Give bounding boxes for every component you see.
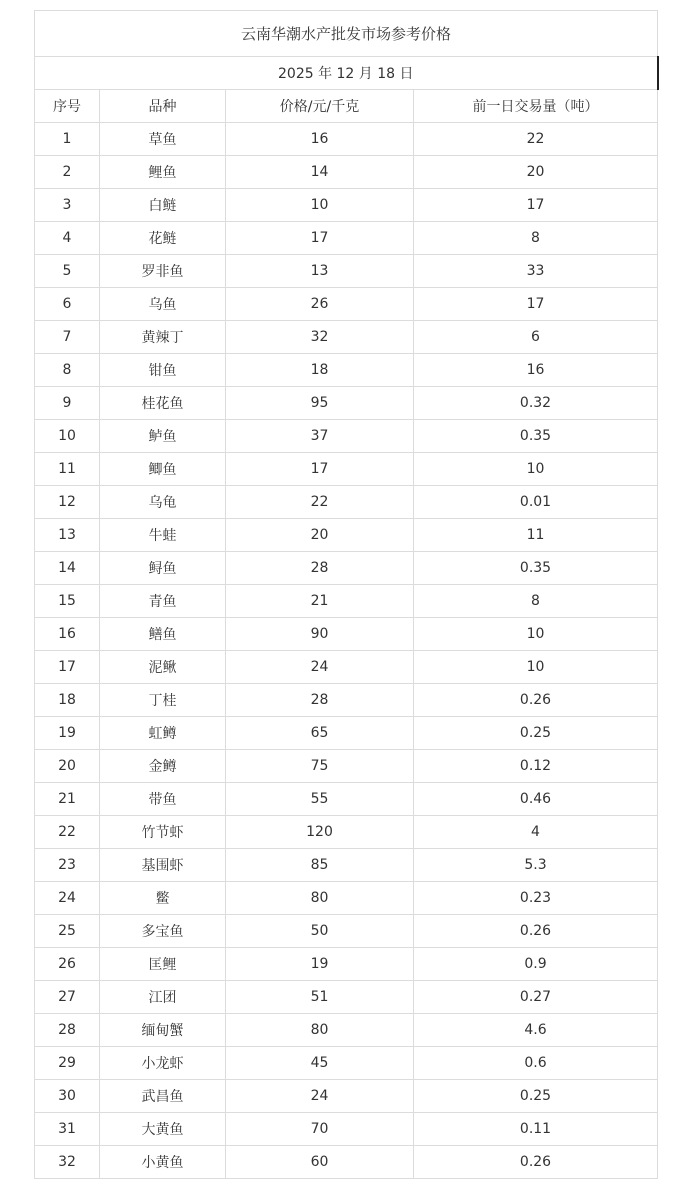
table-row: [35, 1014, 658, 1047]
cell-volume: 0.25: [414, 1080, 658, 1113]
cell-index: 13: [35, 519, 100, 552]
cell-volume: 17: [414, 288, 658, 321]
cell-index: 18: [35, 684, 100, 717]
cell-volume: 11: [414, 519, 658, 552]
cell-index: 1: [35, 123, 100, 156]
cell-index: 31: [35, 1113, 100, 1146]
cell-volume: 8: [414, 585, 658, 618]
cell-price: 26: [226, 288, 414, 321]
cell-index: 11: [35, 453, 100, 486]
cell-variety: 小龙虾: [100, 1047, 226, 1080]
cell-price: 70: [226, 1113, 414, 1146]
table-row: [35, 618, 658, 651]
table-date: 2025 年 12 月 18 日: [35, 57, 658, 90]
cell-volume: 33: [414, 255, 658, 288]
cell-price: 80: [226, 1014, 414, 1047]
cell-variety: 缅甸蟹: [100, 1014, 226, 1047]
table-row: [35, 1047, 658, 1080]
cell-index: 25: [35, 915, 100, 948]
table-row: [35, 387, 658, 420]
table-row: [35, 156, 658, 189]
cell-price: 65: [226, 717, 414, 750]
cell-index: 9: [35, 387, 100, 420]
cell-variety: 鲟鱼: [100, 552, 226, 585]
cell-price: 120: [226, 816, 414, 849]
cell-index: 15: [35, 585, 100, 618]
table-title: 云南华潮水产批发市场参考价格: [35, 11, 658, 57]
cell-variety: 鲤鱼: [100, 156, 226, 189]
cell-volume: 8: [414, 222, 658, 255]
cell-variety: 鳖: [100, 882, 226, 915]
cell-price: 18: [226, 354, 414, 387]
cell-volume: 0.26: [414, 1146, 658, 1179]
cell-variety: 大黄鱼: [100, 1113, 226, 1146]
table-row: [35, 1146, 658, 1179]
cell-volume: 0.23: [414, 882, 658, 915]
cell-price: 85: [226, 849, 414, 882]
cell-variety: 基围虾: [100, 849, 226, 882]
cell-variety: 桂花鱼: [100, 387, 226, 420]
table-row: [35, 684, 658, 717]
cell-index: 23: [35, 849, 100, 882]
cell-variety: 花鲢: [100, 222, 226, 255]
cell-price: 16: [226, 123, 414, 156]
table-row: [35, 189, 658, 222]
cell-variety: 乌龟: [100, 486, 226, 519]
price-table: [34, 10, 659, 1179]
cell-volume: 0.9: [414, 948, 658, 981]
table-row: [35, 717, 658, 750]
table-row: [35, 519, 658, 552]
cell-volume: 20: [414, 156, 658, 189]
cell-variety: 黄辣丁: [100, 321, 226, 354]
cell-price: 80: [226, 882, 414, 915]
table-row: [35, 255, 658, 288]
table-row: [35, 453, 658, 486]
cell-price: 14: [226, 156, 414, 189]
cell-index: 32: [35, 1146, 100, 1179]
cell-index: 14: [35, 552, 100, 585]
table-row: [35, 288, 658, 321]
cell-variety: 武昌鱼: [100, 1080, 226, 1113]
cell-volume: 4.6: [414, 1014, 658, 1047]
cell-index: 30: [35, 1080, 100, 1113]
cell-volume: 22: [414, 123, 658, 156]
cell-variety: 虹鳟: [100, 717, 226, 750]
table-row: [35, 1080, 658, 1113]
cell-volume: 4: [414, 816, 658, 849]
cell-volume: 6: [414, 321, 658, 354]
cell-index: 7: [35, 321, 100, 354]
cell-index: 5: [35, 255, 100, 288]
title-row: [35, 11, 658, 57]
cell-volume: 0.6: [414, 1047, 658, 1080]
cell-price: 75: [226, 750, 414, 783]
cell-variety: 鲈鱼: [100, 420, 226, 453]
cell-volume: 0.12: [414, 750, 658, 783]
table-row: [35, 651, 658, 684]
cell-variety: 带鱼: [100, 783, 226, 816]
cell-price: 22: [226, 486, 414, 519]
cell-variety: 草鱼: [100, 123, 226, 156]
cell-price: 19: [226, 948, 414, 981]
header-variety: 品种: [100, 90, 226, 123]
cell-variety: 江团: [100, 981, 226, 1014]
table-row: [35, 1113, 658, 1146]
cell-volume: 0.35: [414, 420, 658, 453]
cell-variety: 匡鲤: [100, 948, 226, 981]
table-row: [35, 123, 658, 156]
header-volume: 前一日交易量（吨）: [414, 90, 658, 123]
cell-index: 4: [35, 222, 100, 255]
cell-volume: 10: [414, 618, 658, 651]
cell-price: 21: [226, 585, 414, 618]
header-row: [35, 90, 658, 123]
cell-index: 20: [35, 750, 100, 783]
cell-variety: 钳鱼: [100, 354, 226, 387]
cell-price: 24: [226, 651, 414, 684]
table-row: [35, 849, 658, 882]
header-index: 序号: [35, 90, 100, 123]
cell-index: 10: [35, 420, 100, 453]
table-row: [35, 486, 658, 519]
cell-price: 60: [226, 1146, 414, 1179]
cell-volume: 0.35: [414, 552, 658, 585]
cell-volume: 5.3: [414, 849, 658, 882]
cell-volume: 0.01: [414, 486, 658, 519]
cell-volume: 0.32: [414, 387, 658, 420]
cell-price: 28: [226, 552, 414, 585]
table-row: [35, 882, 658, 915]
cell-price: 17: [226, 222, 414, 255]
table-body: [35, 123, 658, 1179]
date-row: [35, 57, 658, 90]
cell-variety: 鳝鱼: [100, 618, 226, 651]
cell-variety: 小黄鱼: [100, 1146, 226, 1179]
cell-price: 45: [226, 1047, 414, 1080]
cell-volume: 16: [414, 354, 658, 387]
cell-price: 50: [226, 915, 414, 948]
cell-variety: 金鳟: [100, 750, 226, 783]
cell-index: 8: [35, 354, 100, 387]
cell-price: 51: [226, 981, 414, 1014]
table-row: [35, 321, 658, 354]
table-row: [35, 420, 658, 453]
cell-variety: 罗非鱼: [100, 255, 226, 288]
cell-price: 55: [226, 783, 414, 816]
cell-index: 21: [35, 783, 100, 816]
cell-volume: 0.26: [414, 915, 658, 948]
cell-variety: 丁桂: [100, 684, 226, 717]
cell-price: 17: [226, 453, 414, 486]
cell-index: 17: [35, 651, 100, 684]
table-row: [35, 585, 658, 618]
cell-price: 32: [226, 321, 414, 354]
cell-index: 3: [35, 189, 100, 222]
table-row: [35, 354, 658, 387]
cell-price: 37: [226, 420, 414, 453]
table-row: [35, 222, 658, 255]
cell-variety: 多宝鱼: [100, 915, 226, 948]
cell-index: 22: [35, 816, 100, 849]
table-row: [35, 981, 658, 1014]
cell-index: 19: [35, 717, 100, 750]
table-row: [35, 750, 658, 783]
cell-price: 24: [226, 1080, 414, 1113]
cell-price: 90: [226, 618, 414, 651]
cell-index: 24: [35, 882, 100, 915]
cell-variety: 鲫鱼: [100, 453, 226, 486]
cell-price: 95: [226, 387, 414, 420]
cell-volume: 10: [414, 453, 658, 486]
cell-index: 27: [35, 981, 100, 1014]
cell-price: 20: [226, 519, 414, 552]
cell-variety: 乌鱼: [100, 288, 226, 321]
table-row: [35, 816, 658, 849]
cell-index: 12: [35, 486, 100, 519]
cell-volume: 0.26: [414, 684, 658, 717]
cell-price: 13: [226, 255, 414, 288]
cell-variety: 竹节虾: [100, 816, 226, 849]
table-row: [35, 915, 658, 948]
table-row: [35, 948, 658, 981]
table-row: [35, 552, 658, 585]
cell-volume: 17: [414, 189, 658, 222]
cell-index: 2: [35, 156, 100, 189]
price-table-container: [34, 10, 657, 1179]
cell-index: 6: [35, 288, 100, 321]
cell-volume: 0.25: [414, 717, 658, 750]
cell-volume: 0.27: [414, 981, 658, 1014]
cell-volume: 0.46: [414, 783, 658, 816]
cell-volume: 10: [414, 651, 658, 684]
cell-index: 16: [35, 618, 100, 651]
cell-variety: 牛蛙: [100, 519, 226, 552]
cell-variety: 泥鳅: [100, 651, 226, 684]
cell-variety: 白鲢: [100, 189, 226, 222]
cell-index: 26: [35, 948, 100, 981]
header-price: 价格/元/千克: [226, 90, 414, 123]
cell-variety: 青鱼: [100, 585, 226, 618]
cell-price: 28: [226, 684, 414, 717]
cell-index: 28: [35, 1014, 100, 1047]
cell-volume: 0.11: [414, 1113, 658, 1146]
cell-price: 10: [226, 189, 414, 222]
cell-index: 29: [35, 1047, 100, 1080]
table-row: [35, 783, 658, 816]
